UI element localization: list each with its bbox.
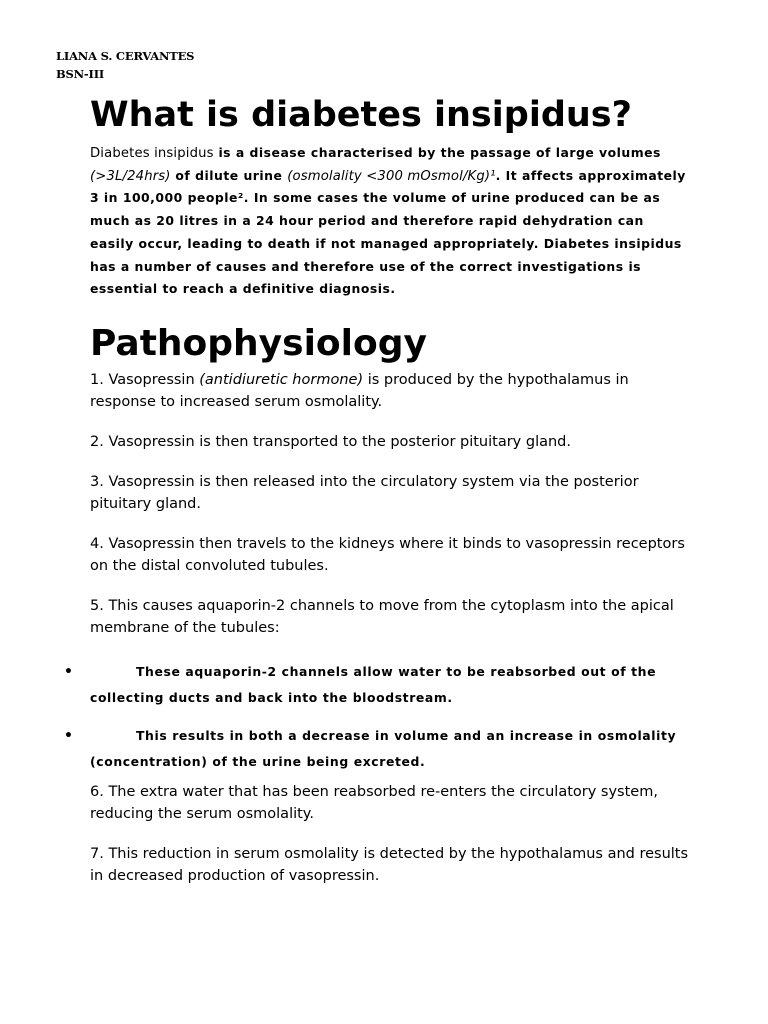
bullet-dot: •	[64, 663, 74, 680]
pathophysiology-section	[64, 321, 690, 887]
document-content	[64, 92, 690, 905]
bullet-list	[64, 659, 690, 775]
intro-osmolality-note: (osmolality <300 mOsmol/Kg)¹	[287, 168, 496, 184]
step-item: 5. This causes aquaporin-2 channels to move from the cytoplasm into the apical membrane of the tubules:	[90, 597, 674, 636]
bullet-item: • This results in both a decrease in volume and an increase in osmolality (concentration) of the urine being excreted.	[90, 723, 690, 775]
intro-volume-note: (>3L/24hrs)	[90, 168, 171, 184]
step-item: 2. Vasopressin is then transported to the posterior pituitary gland.	[90, 433, 571, 450]
step-item: 1. Vasopressin (antidiuretic hormone) is produced by the hypothalamus in response to increased serum osmolality.	[90, 371, 629, 410]
steps-list	[90, 369, 690, 639]
author-name: LIANA S. CERVANTES	[56, 49, 195, 63]
step-item: 3. Vasopressin is then released into the circulatory system via the posterior pituitary gland.	[90, 473, 639, 512]
author-program: BSN-III	[56, 67, 105, 81]
bullet-dot: •	[64, 727, 74, 744]
page-title: What is diabetes insipidus?	[90, 95, 632, 135]
intro-text-1: is a disease characterised by the passage of large volumes	[213, 145, 661, 160]
step-item: 6. The extra water that has been reabsorbed re-enters the circulatory system, reducing the serum osmolality.	[90, 783, 658, 822]
intro-text-2: of dilute urine	[170, 167, 288, 183]
step-item: 4. Vasopressin then travels to the kidneys where it binds to vasopressin receptors on the distal convoluted tubules.	[90, 535, 685, 574]
bullet-item: • These aquaporin-2 channels allow water to be reabsorbed out of the collecting ducts and back into the bloodstream.	[90, 659, 690, 711]
steps-list-continued	[90, 781, 690, 887]
author-block	[56, 47, 194, 83]
intro-paragraph	[90, 142, 690, 301]
intro-term: Diabetes insipidus	[90, 146, 214, 161]
section-title: Pathophysiology	[90, 322, 427, 364]
intro-text-3: . It affects approximately 3 in 100,000 people². In some cases the volume of urine produced can be as much as 20 litres in a 24 hour period and therefore rapid dehydration can easily occur, leading to death if not managed appropriately. Diabetes insipidus has a number of causes and therefore use of the correct investigations is essential to reach a definitive diagnosis.	[90, 167, 686, 297]
step-item: 7. This reduction in serum osmolality is detected by the hypothalamus and results in decreased production of vasopressin.	[90, 845, 689, 884]
